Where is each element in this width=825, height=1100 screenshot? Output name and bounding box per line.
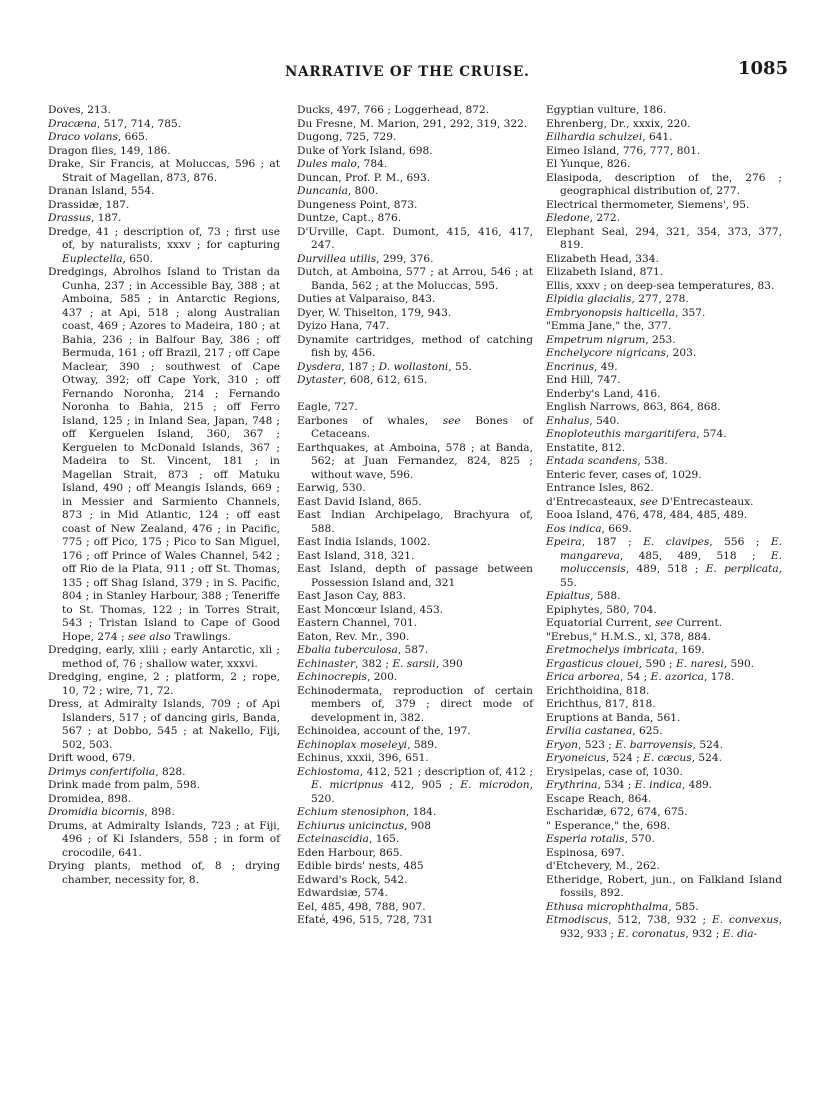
index-entry: Erichthus, 817, 818. [546,698,656,710]
index-entry: Edible birds' nests, 485 [297,860,424,872]
index-entry: Drying plants, method of, 8 ; drying chamber, necessity for, 8. [48,860,280,886]
index-entry: d'Entrecasteaux, see D'Entrecasteaux. [546,495,754,508]
index-entry: Empetrum nigrum, 253. [546,333,676,346]
index-entry: Draco volans, 665. [48,131,149,143]
index-entry: Enstatite, 812. [546,441,626,454]
index-entry: Dungeness Point, 873. [297,198,418,211]
index-entry: Drift wood, 679. [48,752,136,764]
index-entry: Ehrenberg, Dr., xxxix, 220. [546,117,691,130]
index-entry: East Indian Archipelago, Brachyura of, 588. [297,509,533,535]
index-entry: "Erebus," H.M.S., xl, 378, 884. [546,630,712,643]
index-entry: Dracæna, 517, 714, 785. [48,117,182,130]
index-entry: Dredgings, Abrolhos Island to Tristan da Cunha, 237 ; in Accessible Bay, 388 ; at Amboina, 585 ; in Antarctic Regions, 437 ; at Api, 518 ; along Australian coast, 469 ; Azores to Madeira, 180 ; at Bahia, 236 ; in Balfour Bay, 386 ; off Bermuda, 161 ; off Brazil, 217 ; off Cape Maclear, 390 ; southwest of Cape Otway, 392; off Cape York, 310 ; off Fernando Noronha, 214 ; Fernando Noronha to Bahia, 215 ; off Ferro Island, 125 ; in Inland Sea, Japan, 748 ; off Kerguelen Island, 360, 367 ; Kerguelen to McDonald Islands, 367 ; Madeira to St. Vincent, 181 ; in Magellan Strait, 873 ; off Matuku Island, 490 ; off Meangis Islands, 669 ; in Messier and Sarmiento Channels, 873 ; in Mid Atlantic, 124 ; off east coast of New Zealand, 476 ; in Pacific, 775 ; off Pico, 175 ; Pico to San Miguel, 176 ; off Prince of Wales Channel, 542 ; off Rio de la Plata, 911 ; off St. Thomas, 135 ; off Shag Island, 379 ; in S. Pacific, 804 ; in Stanley Harbour, 388 ; Teneriffe to St. Thomas, 122 ; in Torres Strait, 543 ; Tristan Island to Cape of Good Hope, 274 ; see also Trawlings. [48,266,280,643]
index-entry: "Emma Jane," the, 377. [546,320,672,332]
index-entry: Drums, at Admiralty Islands, 723 ; at Fiji, 496 ; of Ki Islanders, 558 ; in form of crocodile, 641. [48,819,280,859]
index-entry: Epialtus, 588. [546,590,621,602]
index-entry: Efaté, 496, 515, 728, 731 [297,914,434,926]
page-header [0,58,825,82]
index-entry: Dromidea, 898. [48,792,132,805]
index-entry: Earwig, 530. [297,482,366,494]
index-entry: Ebalia tuberculosa, 587. [297,644,429,656]
index-entry: Etmodiscus, 512, 738, 932 ; E. convexus, 932, 933 ; E. coronatus, 932 ; E. dia- [546,914,783,940]
index-entry: Echinoplax moseleyi, 589. [297,738,438,751]
index-entry: Equatorial Current, see Current. [546,617,723,629]
index-entry: Dragon flies, 149, 186. [48,144,171,157]
index-entry: Drassus, 187. [48,212,122,224]
index-entry: Duntze, Capt., 876. [297,212,402,224]
index-entry: Eruptions at Banda, 561. [546,711,681,724]
index-entry: Dytaster, 608, 612, 615. [297,374,428,386]
index-entry: Drimys confertifolia, 828. [48,765,186,778]
index-entry: Escape Reach, 864. [546,792,652,805]
index-entry: Ecteinascidia, 165. [297,833,400,845]
index-entry: Eastern Channel, 701. [297,617,418,629]
index-entry: Echinocrepis, 200. [297,671,398,683]
index-entry: Enchelycore nigricans, 203. [546,347,697,359]
index-entry: Eel, 485, 498, 788, 907. [297,900,426,913]
index-entry: Ergasticus clouei, 590 ; E. naresi, 590. [546,657,755,670]
index-entry: Dromidia bicornis, 898. [48,806,175,818]
index-entry: Duke of York Island, 698. [297,144,433,157]
index-entry: Du Fresne, M. Marion, 291, 292, 319, 322. [297,117,528,130]
index-entry: Erica arborea, 54 ; E. azorica, 178. [546,671,735,683]
index-entry: Ethusa microphthalma, 585. [546,900,699,913]
index-entry: D'Urville, Capt. Dumont, 415, 416, 417, 247. [297,225,533,251]
index-entry: East Jason Cay, 883. [297,590,406,602]
index-entry: Elpidia glacialis, 277, 278. [546,293,689,305]
index-entry: Echinodermata, reproduction of certain members of, 379 ; direct mode of development in, 382. [297,684,533,724]
index-entry: Escharidæ, 672, 674, 675. [546,806,688,818]
index-entry: Echiostoma, 412, 521 ; description of, 412 ; E. micripnus 412, 905 ; E. microdon, 520. [297,765,533,805]
index-entry: Ducks, 497, 766 ; Loggerhead, 872. [297,104,490,116]
index-entry: Erichthoidina, 818. [546,684,650,697]
index-column-1 [48,104,280,887]
index-entry: Erythrina, 534 ; E. indica, 489. [546,779,713,791]
index-entry: Dules malo, 784. [297,158,388,170]
index-entry: Echinoidea, account of the, 197. [297,725,471,737]
index-entry: Eooa Island, 476, 478, 484, 485, 489. [546,509,748,521]
index-entry: Entada scandens, 538. [546,455,668,467]
index-entry: Edward's Rock, 542. [297,873,408,886]
index-entry: Dredging, early, xliii ; early Antarctic, xli ; method of, 76 ; shallow water, xxxvi. [48,644,280,670]
index-entry: East Island, 318, 321. [297,549,415,562]
index-entry: Dress, at Admiralty Islands, 709 ; of Api Islanders, 517 ; of dancing girls, Banda, 567 ; at Dobbo, 545 ; at Nakello, Fiji, 502, 503. [48,698,280,751]
index-entry: Enteric fever, cases of, 1029. [546,468,702,481]
index-entry: El Yunque, 826. [546,158,631,170]
index-entry: Earthquakes, at Amboina, 578 ; at Banda, 562; at Juan Fernandez, 824, 825 ; without wave, 596. [297,441,533,481]
running-title: NARRATIVE OF THE CRUISE. [285,64,530,80]
index-entry: Dranan Island, 554. [48,185,155,197]
index-entry: Drake, Sir Francis, at Moluccas, 596 ; at Strait of Magellan, 873, 876. [48,158,280,184]
index-entry: Encrinus, 49. [546,360,618,373]
index-entry: Elizabeth Head, 334. [546,252,659,265]
index-entry: Duties at Valparaiso, 843. [297,293,436,305]
index-entry: Eretmochelys imbricata, 169. [546,644,705,656]
index-entry: Elizabeth Island, 871. [546,266,664,278]
index-entry: Enoploteuthis margaritifera, 574. [546,428,727,440]
index-entry: Epiphytes, 580, 704. [546,603,657,616]
index-entry: Dysdera, 187 ; D. wollastoni, 55. [297,360,472,373]
index-entry: d'Etchevery, M., 262. [546,860,660,872]
index-entry: Epeira, 187 ; E. clavipes, 556 ; E. mangareva, 485, 489, 518 ; E. moluccensis, 489, 518 ; E. perplicata, 55. [546,536,783,589]
index-column-2 [297,104,533,928]
index-entry: Edwardsiæ, 574. [297,887,388,899]
index-entry: Earbones of whales, see Bones of Cetaceans. [297,414,533,440]
index-entry: Ellis, xxxv ; on deep-sea temperatures, 83. [546,279,775,292]
index-entry: Durvillea utilis, 299, 376. [297,252,434,265]
index-entry: Entrance Isles, 862. [546,482,654,494]
index-entry: Duncan, Prof. P. M., 693. [297,171,431,184]
index-entry: End Hill, 747. [546,374,621,386]
index-entry: Eaton, Rev. Mr., 390. [297,630,410,643]
index-entry: Doves, 213. [48,104,111,116]
index-entry: Espinosa, 697. [546,846,625,859]
index-entry: Eimeo Island, 776, 777, 801. [546,144,701,157]
index-entry: English Narrows, 863, 864, 868. [546,401,721,413]
index-entry: Dutch, at Amboina, 577 ; at Arrou, 546 ; at Banda, 562 ; at the Moluccas, 595. [297,266,533,292]
index-entry: Echinaster, 382 ; E. sarsii, 390 [297,657,463,670]
index-entry: East India Islands, 1002. [297,536,431,548]
index-entry: Etheridge, Robert, jun., on Falkland Island fossils, 892. [546,873,782,899]
index-entry: East David Island, 865. [297,495,422,508]
section-gap [297,388,533,402]
index-entry: Eryoneicus, 524 ; E. cæcus, 524. [546,752,722,764]
index-entry: Eledone, 272. [546,212,620,224]
index-entry: Eden Harbour, 865. [297,846,403,859]
index-entry: Ervilia castanea, 625. [546,725,663,737]
index-entry: Dynamite cartridges, method of catching fish by, 456. [297,333,533,359]
page-number: 1085 [738,58,789,79]
index-entry: Enhalus, 540. [546,414,620,427]
index-entry: Echiurus unicinctus, 908 [297,819,431,832]
index-entry: Drassidæ, 187. [48,198,130,211]
index-entry: Electrical thermometer, Siemens', 95. [546,198,750,211]
index-entry: Eryon, 523 ; E. barrovensis, 524. [546,738,723,751]
index-entry: Eos indica, 669. [546,522,632,535]
index-entry: East Island, depth of passage between Possession Island and, 321 [297,563,533,589]
index-column-3 [546,104,782,941]
index-entry: Dredging, engine, 2 ; platform, 2 ; rope, 10, 72 ; wire, 71, 72. [48,671,280,697]
index-entry: Egyptian vulture, 186. [546,104,667,116]
index-entry: Eilhardia schulzei, 641. [546,131,673,143]
index-entry: Dredge, 41 ; description of, 73 ; first use of, by naturalists, xxxv ; for capturing Euplectella, 650. [48,225,280,265]
index-entry: " Esperance," the, 698. [546,819,671,832]
index-entry: Embryonopsis halticella, 357. [546,306,706,319]
index-entry: Dugong, 725, 729. [297,131,397,143]
index-entry: Duncania, 800. [297,185,379,197]
index-entry: Drink made from palm, 598. [48,779,200,791]
index-entry: Esperia rotalis, 570. [546,833,655,845]
index-entry: Eagle, 727. [297,401,358,413]
index-entry: Dyizo Hana, 747. [297,320,390,332]
index-entry: Erysipelas, case of, 1030. [546,765,683,778]
index-entry: Echium stenosiphon, 184. [297,806,437,818]
index-entry: East Moncœur Island, 453. [297,603,444,616]
index-entry: Elasipoda, description of the, 276 ; geographical distribution of, 277. [546,171,782,197]
index-entry: Elephant Seal, 294, 321, 354, 373, 377, 819. [546,225,782,251]
index-entry: Enderby's Land, 416. [546,387,661,400]
index-entry: Dyer, W. Thiselton, 179, 943. [297,306,452,319]
index-entry: Echinus, xxxii, 396, 651. [297,752,429,764]
